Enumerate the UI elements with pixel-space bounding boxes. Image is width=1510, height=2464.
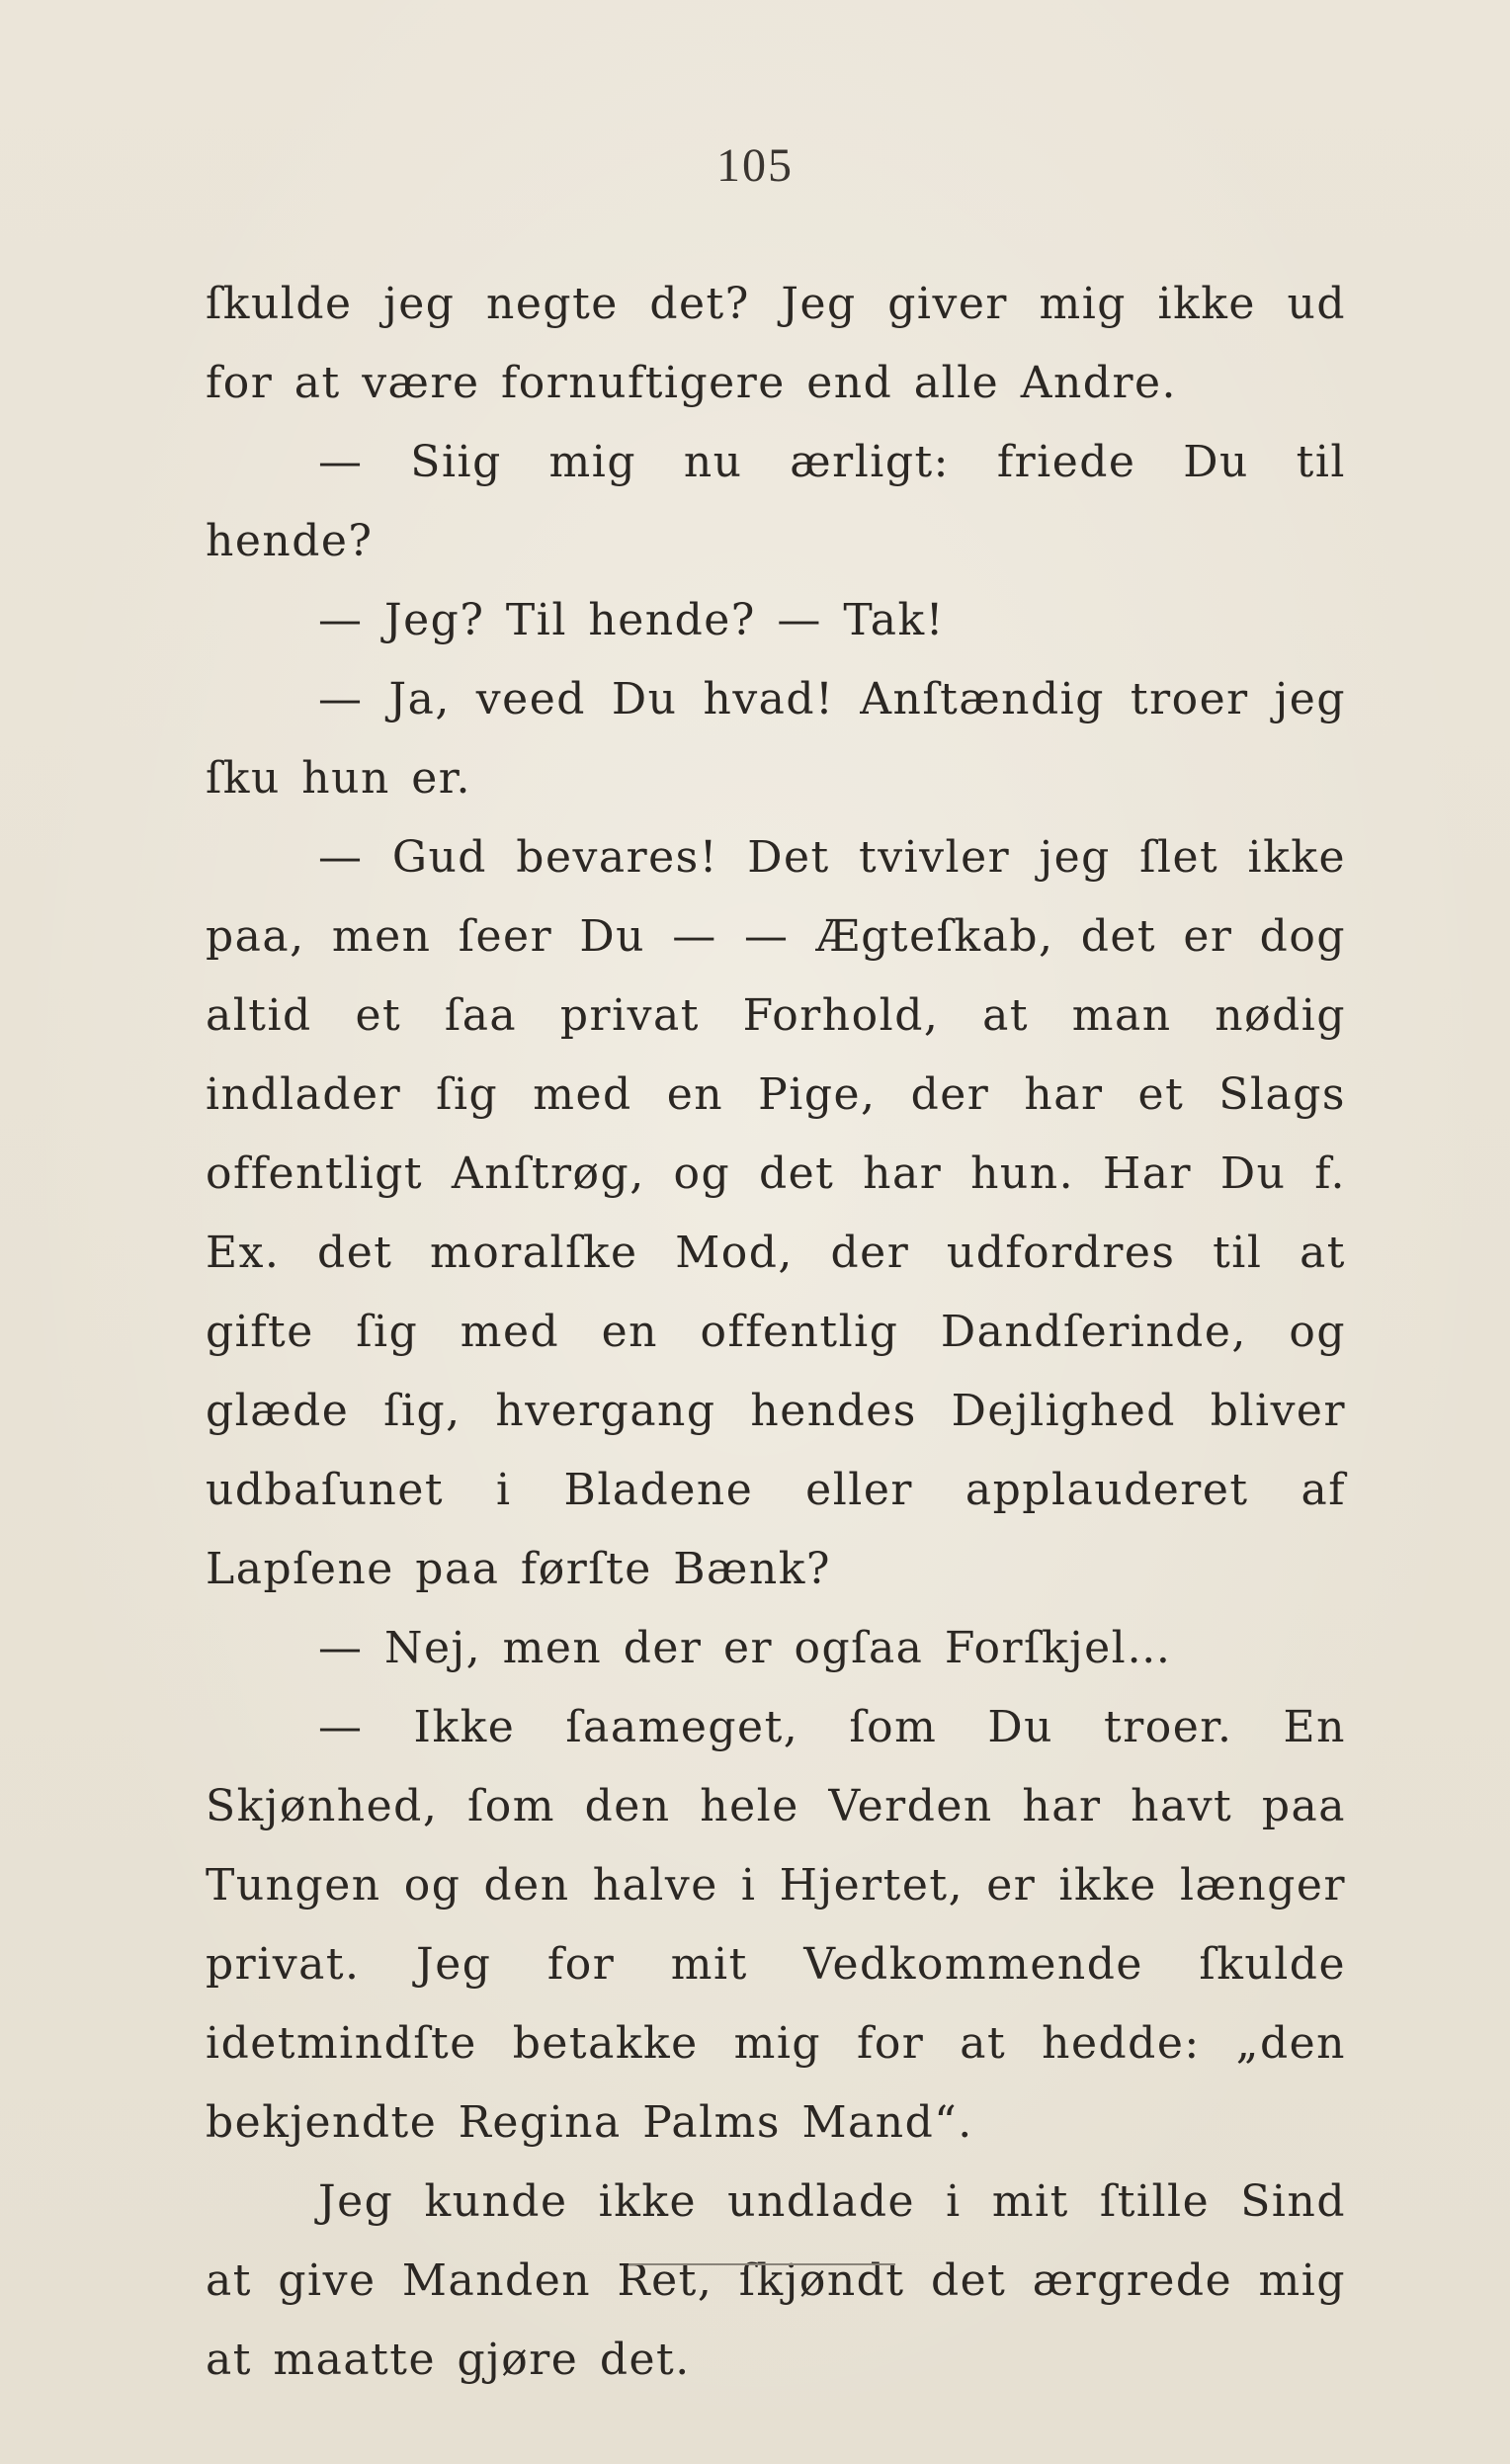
page-number: 105 xyxy=(716,139,794,192)
body-text xyxy=(206,265,1346,2400)
paragraph-dialogue: — Jeg? Til hende? — Tak! xyxy=(318,595,945,645)
paragraph-dialogue: — Gud bevares! Det tvivler jeg ſlet ikke paa, men ſeer Du — — Ægteſkab, det er dog altid et ſaa privat Forhold, at man nødig indlader ſig med en Pige, der har et Slags offentligt Anſtrøg, og det har hun. Har Du f. Ex. det moralſke Mod, der udfordres til at gifte ſig med en offentlig Dandſerinde, og glæde ſig, hvergang hendes Dejlighed bliver udbaſunet i Bladene eller applauderet af Lapſene paa førſte Bænk? xyxy=(206,832,1346,1594)
paragraph-dialogue: — Ja, veed Du hvad! Anſtændig troer jeg ſku hun er. xyxy=(206,674,1346,804)
paragraph-dialogue: — Nej, men der er ogſaa Forſkjel… xyxy=(318,1623,1172,1673)
paragraph-narration: Jeg kunde ikke undlade i mit ſtille Sind at give Manden Ret, ſkjøndt det ærgrede mig at maatte gjøre det. xyxy=(206,2176,1346,2385)
section-end-rule xyxy=(629,2263,895,2265)
paragraph-dialogue: — Ikke ſaameget, ſom Du troer. En Skjønhed, ſom den hele Verden har havt paa Tungen og den halve i Hjertet, er ikke længer privat. Jeg for mit Vedkommende ſkulde idetmindſte betakke mig for at hedde: „den bekjendte Regina Palms Mand“. xyxy=(206,1702,1346,2148)
paragraph-dialogue: — Siig mig nu ærligt: friede Du til hende? xyxy=(206,437,1346,566)
paragraph-continuation: ſkulde jeg negte det? Jeg giver mig ikke ud for at være fornuftigere end alle Andre. xyxy=(206,279,1346,408)
